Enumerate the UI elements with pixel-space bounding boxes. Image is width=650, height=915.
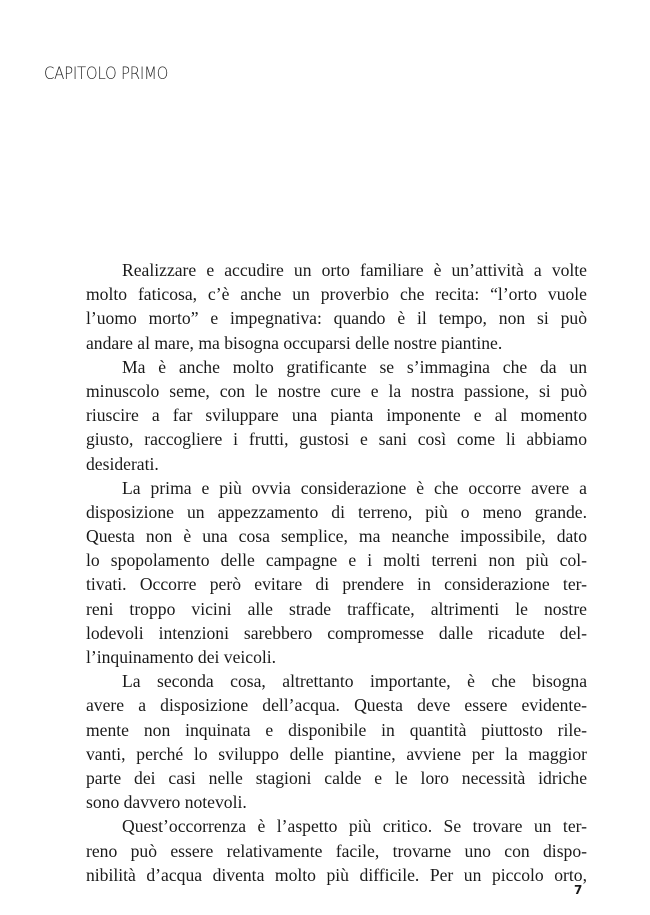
text-line: avere a disposizione dell’acqua. Questa deve essere evidente-: [86, 695, 587, 716]
text-line: Quest’occorrenza è l’aspetto più critico. Se trovare un ter-: [122, 816, 587, 837]
text-line: andare al mare, ma bisogna occuparsi delle nostre piantine.: [86, 332, 503, 353]
text-line: nibilità d’acqua diventa molto più difficile. Per un piccolo orto,: [86, 864, 587, 885]
body-text: [86, 258, 587, 887]
text-line: Realizzare e accudire un orto familiare è un’attività a volte: [122, 260, 587, 280]
text-line: reni troppo vicini alle strade trafficate, altrimenti le nostre: [86, 598, 587, 619]
text-line: La prima e più ovvia considerazione è che occorre avere a: [122, 477, 587, 498]
text-line: l’uomo morto” e impegnativa: quando è il tempo, non si può: [86, 308, 587, 329]
text-line: parte dei casi nelle stagioni calde e le loro necessità idriche: [86, 767, 587, 788]
text-line: lodevoli intenzioni sarebbero compromesse dalle ricadute del-: [86, 622, 587, 643]
text-line: Ma è anche molto gratificante se s’immagina che da un: [122, 356, 587, 377]
text-line: minuscolo seme, con le nostre cure e la nostra passione, si può: [86, 380, 587, 401]
chapter-title: CAPITOLO PRIMO: [44, 64, 169, 84]
text-line: l’inquinamento dei veicoli.: [86, 647, 277, 667]
text-line: mente non inquinata e disponibile in quantità piuttosto rile-: [86, 719, 587, 740]
text-line: tivati. Occorre però evitare di prendere in considerazione ter-: [86, 574, 587, 595]
text-line: riuscire a far sviluppare una pianta imponente e al momento: [86, 405, 587, 426]
text-line: molto faticosa, c’è anche un proverbio che recita: “l’orto vuole: [86, 284, 587, 305]
text-line: sono davvero notevoli.: [86, 792, 247, 813]
text-line: La seconda cosa, altrettanto importante, è che bisogna: [122, 671, 587, 692]
text-line: giusto, raccogliere i frutti, gustosi e sani così come li abbiamo: [86, 429, 587, 450]
page-number: 7: [574, 883, 583, 897]
text-line: vanti, perché lo sviluppo delle piantine, avviene per la maggior: [86, 743, 587, 764]
text-line: disposizione un appezzamento di terreno, più o meno grande.: [86, 501, 587, 522]
text-line: Questa non è una cosa semplice, ma neanche impossibile, dato: [86, 526, 587, 547]
text-line: desiderati.: [86, 453, 159, 474]
text-line: reno può essere relativamente facile, trovarne uno con dispo-: [86, 840, 587, 861]
text-line: lo spopolamento delle campagne e i molti terreni non più col-: [86, 550, 587, 571]
